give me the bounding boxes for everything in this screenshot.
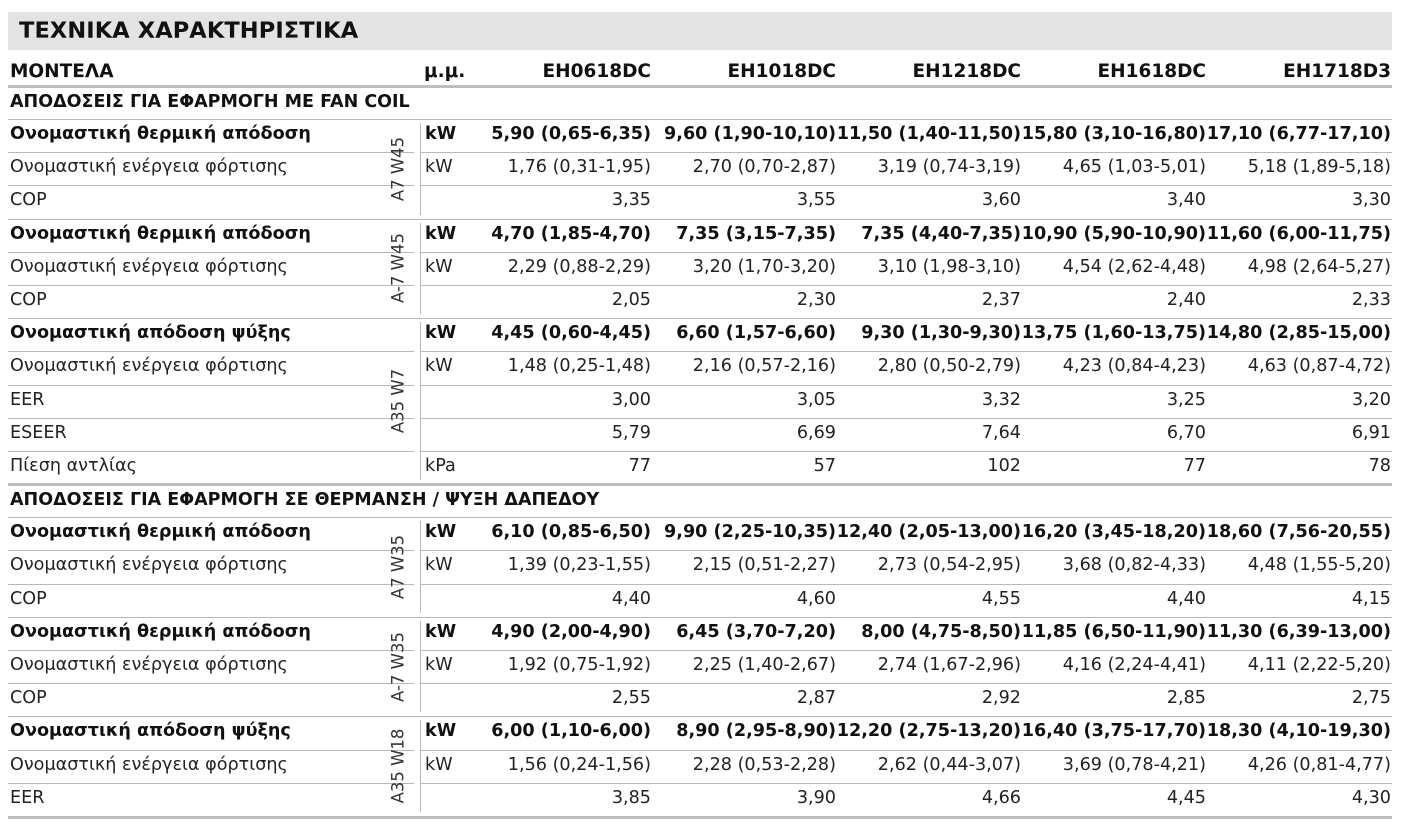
- value-cell: 15,80 (3,10-16,80): [1021, 124, 1206, 144]
- condition-divider: [420, 123, 421, 215]
- table-row: [0, 152, 1405, 185]
- section-divider: [8, 816, 1392, 819]
- value-cell: 3,05: [796, 389, 836, 410]
- value-cell: 3,85: [611, 787, 651, 808]
- row-label: Ονομαστική ενέργεια φόρτισης: [10, 555, 288, 576]
- value-cell: 2,80 (0,50-2,79): [877, 356, 1021, 377]
- table-row: [0, 650, 1405, 683]
- value-cell: 4,55: [981, 588, 1021, 609]
- header-model-4: EH1618DC: [1097, 61, 1206, 82]
- row-unit: kW: [425, 323, 457, 344]
- table-row: [0, 584, 1405, 617]
- value-cell: 2,16 (0,57-2,16): [692, 356, 836, 377]
- value-cell: 4,30: [1351, 787, 1391, 808]
- value-cell: 2,73 (0,54-2,95): [877, 555, 1021, 576]
- value-cell: 8,00 (4,75-8,50): [861, 621, 1021, 642]
- value-cell: 2,05: [611, 290, 651, 310]
- header-model-1: EH0618DC: [542, 61, 651, 82]
- value-cell: 4,23 (0,84-4,23): [1062, 356, 1206, 377]
- page-title: ΤΕΧΝΙΚΑ ΧΑΡΑΚΤΗΡΙΣΤΙΚΑ: [19, 18, 359, 44]
- title-bar: [8, 12, 1392, 50]
- table-row: [0, 185, 1405, 218]
- row-label: EER: [10, 787, 45, 808]
- value-cell: 1,76 (0,31-1,95): [507, 157, 651, 178]
- table-row: [0, 783, 1405, 816]
- value-cell: 6,10 (0,85-6,50): [491, 522, 651, 543]
- value-cell: 3,10 (1,98-3,10): [877, 256, 1021, 277]
- table-row: [0, 219, 1405, 252]
- value-cell: 3,25: [1166, 389, 1206, 410]
- table-row: [0, 418, 1405, 451]
- value-cell: 14,80 (2,85-15,00): [1206, 323, 1391, 344]
- value-cell: 4,54 (2,62-4,48): [1062, 256, 1206, 277]
- value-cell: 2,37: [981, 290, 1021, 310]
- value-cell: 4,40: [1166, 588, 1206, 609]
- value-cell: 16,40 (3,75-17,70): [1021, 721, 1206, 742]
- value-cell: 3,20: [1351, 389, 1391, 410]
- row-label: Ονομαστική ενέργεια φόρτισης: [10, 256, 288, 277]
- value-cell: 3,60: [981, 190, 1021, 211]
- row-unit: kPa: [425, 456, 456, 476]
- row-label: ESEER: [10, 422, 67, 443]
- value-cell: 4,66: [981, 787, 1021, 808]
- table-row: [0, 351, 1405, 384]
- header-models-label: ΜΟΝΤΕΛΑ: [10, 61, 114, 82]
- value-cell: 2,25 (1,40-2,67): [692, 655, 836, 675]
- value-cell: 11,50 (1,40-11,50): [836, 124, 1021, 144]
- table-row: [0, 617, 1405, 650]
- condition-label: A-7 W35: [388, 631, 408, 702]
- value-cell: 18,60 (7,56-20,55): [1206, 522, 1391, 543]
- condition-label: A35 W7: [388, 369, 408, 434]
- row-unit: kW: [425, 721, 457, 742]
- condition-divider: [420, 521, 421, 613]
- value-cell: 77: [628, 456, 651, 476]
- section-title: ΑΠΟΔΟΣΕΙΣ ΓΙΑ ΕΦΑΡΜΟΓΗ ΣΕ ΘΕΡΜΑΝΣΗ / ΨΥΞΗ ΔΑΠΕΔΟΥ: [10, 490, 600, 511]
- table-row: [0, 318, 1405, 351]
- value-cell: 17,10 (6,77-17,10): [1206, 124, 1391, 144]
- value-cell: 9,30 (1,30-9,30): [861, 323, 1021, 344]
- value-cell: 4,65 (1,03-5,01): [1062, 157, 1206, 178]
- value-cell: 4,60: [796, 588, 836, 609]
- value-cell: 11,60 (6,00-11,75): [1206, 223, 1391, 244]
- header-model-5: EH1718D3: [1283, 61, 1391, 82]
- condition-divider: [420, 621, 421, 713]
- value-cell: 3,19 (0,74-3,19): [877, 157, 1021, 178]
- value-cell: 3,68 (0,82-4,33): [1062, 555, 1206, 576]
- row-label: Ονομαστική θερμική απόδοση: [10, 621, 311, 642]
- value-cell: 7,64: [981, 422, 1021, 443]
- value-cell: 2,70 (0,70-2,87): [692, 157, 836, 178]
- row-label: COP: [10, 688, 47, 709]
- row-label: EER: [10, 389, 45, 410]
- value-cell: 9,90 (2,25-10,35): [664, 522, 836, 543]
- row-label: Ονομαστική θερμική απόδοση: [10, 522, 311, 543]
- value-cell: 3,90: [796, 787, 836, 808]
- value-cell: 2,74 (1,67-2,96): [877, 655, 1021, 675]
- row-unit: kW: [425, 555, 453, 576]
- row-label: Ονομαστική ενέργεια φόρτισης: [10, 655, 288, 675]
- table-row: [0, 119, 1405, 152]
- table-row: [0, 385, 1405, 418]
- value-cell: 11,85 (6,50-11,90): [1021, 621, 1206, 642]
- value-cell: 5,79: [611, 422, 651, 443]
- section-title: ΑΠΟΔΟΣΕΙΣ ΓΙΑ ΕΦΑΡΜΟΓΗ ΜΕ FAN COIL: [10, 92, 410, 112]
- row-unit: kW: [425, 356, 453, 377]
- value-cell: 4,70 (1,85-4,70): [491, 223, 651, 244]
- value-cell: 4,48 (1,55-5,20): [1247, 555, 1391, 576]
- value-cell: 4,26 (0,81-4,77): [1247, 754, 1391, 775]
- value-cell: 3,32: [981, 389, 1021, 410]
- value-cell: 1,48 (0,25-1,48): [507, 356, 651, 377]
- value-cell: 3,20 (1,70-3,20): [692, 256, 836, 277]
- value-cell: 2,40: [1166, 290, 1206, 310]
- row-label: COP: [10, 290, 47, 310]
- value-cell: 4,90 (2,00-4,90): [491, 621, 651, 642]
- row-unit: kW: [425, 754, 453, 775]
- row-unit: kW: [425, 124, 457, 144]
- table-row: [0, 683, 1405, 716]
- row-label: Ονομαστική θερμική απόδοση: [10, 124, 311, 144]
- value-cell: 6,69: [796, 422, 836, 443]
- value-cell: 1,56 (0,24-1,56): [507, 754, 651, 775]
- value-cell: 4,98 (2,64-5,27): [1247, 256, 1391, 277]
- row-label: COP: [10, 588, 47, 609]
- value-cell: 3,00: [611, 389, 651, 410]
- table-row: [0, 750, 1405, 783]
- header-unit-label: μ.μ.: [424, 61, 466, 82]
- value-cell: 102: [987, 456, 1021, 476]
- value-cell: 7,35 (3,15-7,35): [676, 223, 836, 244]
- header-model-2: EH1018DC: [727, 61, 836, 82]
- value-cell: 4,45: [1166, 787, 1206, 808]
- value-cell: 6,70: [1166, 422, 1206, 443]
- row-label: Ονομαστική ενέργεια φόρτισης: [10, 754, 288, 775]
- value-cell: 5,18 (1,89-5,18): [1247, 157, 1391, 178]
- value-cell: 4,63 (0,87-4,72): [1247, 356, 1391, 377]
- row-unit: kW: [425, 522, 457, 543]
- value-cell: 4,40: [611, 588, 651, 609]
- section-divider: [8, 85, 1392, 88]
- value-cell: 6,00 (1,10-6,00): [491, 721, 651, 742]
- value-cell: 2,85: [1166, 688, 1206, 709]
- table-row: [0, 285, 1405, 318]
- value-cell: 1,92 (0,75-1,92): [507, 655, 651, 675]
- row-label: Ονομαστική απόδοση ψύξης: [10, 323, 291, 344]
- row-unit: kW: [425, 157, 453, 178]
- condition-label: A7 W45: [388, 136, 408, 201]
- value-cell: 2,62 (0,44-3,07): [877, 754, 1021, 775]
- value-cell: 5,90 (0,65-6,35): [491, 124, 651, 144]
- row-label: Ονομαστική ενέργεια φόρτισης: [10, 356, 288, 377]
- value-cell: 78: [1368, 456, 1391, 476]
- value-cell: 1,39 (0,23-1,55): [507, 555, 651, 576]
- value-cell: 4,11 (2,22-5,20): [1247, 655, 1391, 675]
- condition-label: A35 W18: [388, 728, 408, 804]
- value-cell: 2,33: [1351, 290, 1391, 310]
- value-cell: 9,60 (1,90-10,10): [664, 124, 836, 144]
- value-cell: 8,90 (2,95-8,90): [676, 721, 836, 742]
- value-cell: 12,40 (2,05-13,00): [836, 522, 1021, 543]
- header-model-3: EH1218DC: [912, 61, 1021, 82]
- table-row: [0, 517, 1405, 550]
- value-cell: 3,30: [1351, 190, 1391, 211]
- row-label: Πίεση αντλίας: [10, 456, 137, 476]
- value-cell: 13,75 (1,60-13,75): [1021, 323, 1206, 344]
- condition-label: A-7 W45: [388, 233, 408, 304]
- row-label: Ονομαστική θερμική απόδοση: [10, 223, 311, 244]
- value-cell: 16,20 (3,45-18,20): [1021, 522, 1206, 543]
- value-cell: 3,69 (0,78-4,21): [1062, 754, 1206, 775]
- row-unit: kW: [425, 256, 453, 277]
- condition-divider: [420, 322, 421, 480]
- row-unit: kW: [425, 655, 453, 675]
- value-cell: 3,40: [1166, 190, 1206, 211]
- value-cell: 6,60 (1,57-6,60): [676, 323, 836, 344]
- value-cell: 6,91: [1351, 422, 1391, 443]
- value-cell: 3,35: [611, 190, 651, 211]
- table-row: [0, 550, 1405, 583]
- value-cell: 4,45 (0,60-4,45): [491, 323, 651, 344]
- section-divider: [8, 483, 1392, 486]
- value-cell: 4,16 (2,24-4,41): [1062, 655, 1206, 675]
- value-cell: 11,30 (6,39-13,00): [1206, 621, 1391, 642]
- value-cell: 6,45 (3,70-7,20): [676, 621, 836, 642]
- value-cell: 2,87: [796, 688, 836, 709]
- row-unit: kW: [425, 223, 457, 244]
- value-cell: 2,28 (0,53-2,28): [692, 754, 836, 775]
- value-cell: 18,30 (4,10-19,30): [1206, 721, 1391, 742]
- value-cell: 3,55: [796, 190, 836, 211]
- table-header: [8, 55, 1392, 87]
- condition-divider: [420, 720, 421, 812]
- table-row: [0, 716, 1405, 749]
- value-cell: 2,15 (0,51-2,27): [692, 555, 836, 576]
- table-row: [0, 252, 1405, 285]
- row-label: Ονομαστική απόδοση ψύξης: [10, 721, 291, 742]
- table-row: [0, 451, 1405, 484]
- value-cell: 2,92: [981, 688, 1021, 709]
- value-cell: 4,15: [1351, 588, 1391, 609]
- condition-label: A7 W35: [388, 534, 408, 600]
- row-unit: kW: [425, 621, 457, 642]
- value-cell: 2,75: [1351, 688, 1391, 709]
- value-cell: 2,30: [796, 290, 836, 310]
- condition-divider: [420, 223, 421, 315]
- value-cell: 2,55: [611, 688, 651, 709]
- value-cell: 77: [1183, 456, 1206, 476]
- value-cell: 57: [813, 456, 836, 476]
- row-label: COP: [10, 190, 47, 211]
- value-cell: 10,90 (5,90-10,90): [1021, 223, 1206, 244]
- value-cell: 12,20 (2,75-13,20): [836, 721, 1021, 742]
- value-cell: 2,29 (0,88-2,29): [507, 256, 651, 277]
- value-cell: 7,35 (4,40-7,35): [861, 223, 1021, 244]
- row-label: Ονομαστική ενέργεια φόρτισης: [10, 157, 288, 178]
